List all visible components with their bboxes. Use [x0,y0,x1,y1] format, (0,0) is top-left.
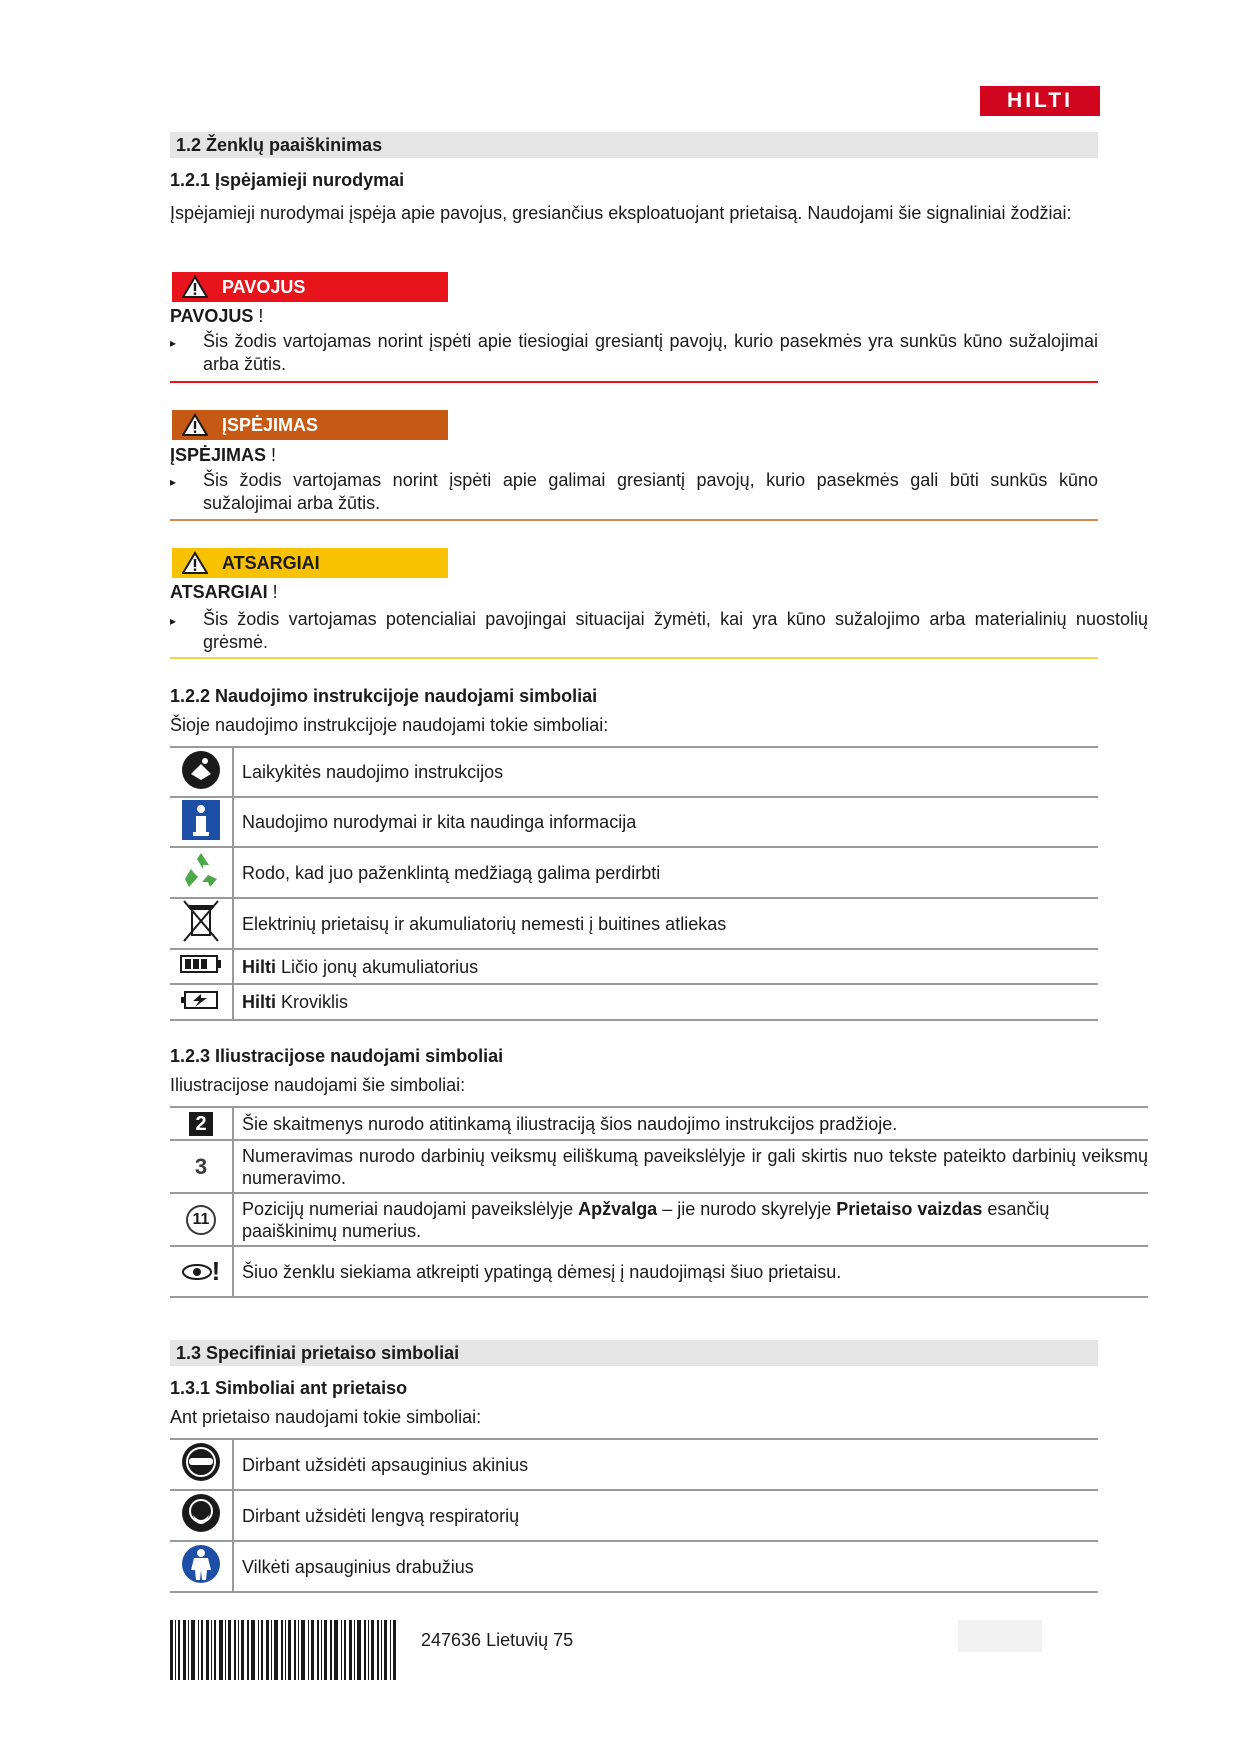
intro-1-2-3: Iliustracijose naudojami šie simboliai: [170,1075,466,1095]
danger-name-text: PAVOJUS [170,306,254,326]
table-row [170,984,1098,1020]
table-row [170,797,1098,847]
table-row [170,1193,1148,1246]
respirator-icon [181,1493,221,1533]
step-number-icon: 3 [194,1153,208,1179]
section-title-1-3: 1.3 Specifiniai prietaiso simboliai [170,1340,1098,1366]
warning-triangle-icon [182,413,208,437]
brand-name: Hilti [242,992,276,1012]
danger-banner-label: PAVOJUS [222,277,306,297]
caution-description-text: Šis žodis vartojamas potencialiai pavojingai situacijai žymėti, kai yra kūno sužalojimo arba materialinių nuostolių grėsmė. [203,609,1148,652]
table-row [170,847,1098,898]
caution-banner [172,548,448,578]
symbol-description: Vilkėti apsauginius drabužius [233,1541,1098,1592]
icon-cell [170,1541,233,1592]
table-row [170,1490,1098,1541]
icon-cell [170,898,233,949]
danger-rule [170,381,1098,383]
icon-cell [170,949,233,984]
table-row [170,1107,1148,1140]
icon-cell [170,1439,233,1490]
bullet-arrow-icon: ▸ [170,475,177,489]
attention-eye-icon [182,1264,212,1280]
intro-1-2-1: Įspėjamieji nurodymai įspėja apie pavojus, gresiančius eksploatuojant prietaisą. Naudojami šie signaliniai žodžiai: [170,203,1072,223]
caution-name-suffix: ! [267,582,278,602]
recycle-icon [180,849,222,891]
caution-rule [170,657,1098,659]
table-row [170,1246,1148,1297]
danger-name-suffix: ! [253,306,264,326]
charger-icon [179,989,223,1011]
bullet-arrow-icon: ▸ [170,614,177,628]
subsection-title-1-2-1: 1.2.1 Įspėjamieji nurodymai [170,170,405,190]
table-row [170,1541,1098,1592]
warning-description [170,469,1098,515]
icon-cell [170,1490,233,1541]
caution-banner-label: ATSARGIAI [222,553,320,573]
icon-cell [170,747,233,797]
icon-cell [170,984,233,1020]
table-row [170,747,1098,797]
symbol-description [233,1193,1148,1246]
manual-symbols-table [170,746,1098,1021]
symbol-description: Šiuo ženklu siekiama atkreipti ypatingą dėmesį į naudojimąsi šiuo prietaisu. [233,1246,1148,1297]
warning-rule [170,519,1098,521]
icon-cell [170,797,233,847]
danger-name [170,306,263,327]
symbol-text-bold: Apžvalga [578,1198,658,1219]
symbol-text: Pozicijų numeriai naudojami paveikslėlyje [242,1198,579,1219]
table-row [170,949,1098,984]
caution-name [170,582,278,603]
symbol-description [233,984,1098,1020]
protective-clothing-icon [181,1544,221,1584]
warning-name-suffix: ! [266,445,277,465]
symbol-description: Rodo, kad juo paženklintą medžiagą galima perdirbti [233,847,1098,898]
icon-cell [170,1246,233,1297]
table-row [170,1140,1148,1193]
intro-1-2-2: Šioje naudojimo instrukcijoje naudojami tokie simboliai: [170,715,609,735]
figure-number-icon: 2 [189,1112,213,1136]
caution-name-text: ATSARGIAI [170,582,268,602]
device-symbols-table [170,1438,1098,1593]
symbol-description: Dirbant užsidėti apsauginius akinius [233,1439,1098,1490]
symbol-text: Kroviklis [276,992,349,1012]
danger-description [170,330,1098,376]
warning-description-text: Šis žodis vartojamas norint įspėti apie galimai gresiantį pavojų, kurio pasekmės gali būti sunkūs kūno sužalojimai arba žūtis. [203,470,1098,513]
read-manual-icon [181,750,221,790]
symbol-description: Naudojimo nurodymai ir kita naudinga informacija [233,797,1098,847]
info-icon [182,800,220,840]
danger-description-text: Šis žodis vartojamas norint įspėti apie tiesiogiai gresiantį pavojų, kurio pasekmės yra sunkūs kūno sužalojimai arba žūtis. [203,331,1098,374]
symbol-description: Laikykitės naudojimo instrukcijos [233,747,1098,797]
symbol-description: Dirbant užsidėti lengvą respiratorių [233,1490,1098,1541]
intro-1-3-1: Ant prietaiso naudojami tokie simboliai: [170,1407,482,1427]
subsection-title-1-2-2: 1.2.2 Naudojimo instrukcijoje naudojami simboliai [170,686,598,706]
battery-icon [180,955,222,973]
warning-name-text: ĮSPĖJIMAS [170,445,267,465]
attention-exclamation: ! [211,1256,221,1286]
subsection-title-1-3-1: 1.3.1 Simboliai ant prietaiso [170,1378,408,1398]
icon-cell [170,1193,233,1246]
page-footer: 247636 Lietuvių 75 [421,1630,574,1650]
subsection-title-1-2-3: 1.2.3 Iliustracijose naudojami simboliai [170,1046,504,1066]
symbol-text: – jie nurodo skyrelyje [657,1198,837,1219]
symbol-text-bold: Prietaiso vaizdas [836,1198,983,1219]
section-title-1-2: 1.2 Ženklų paaiškinimas [170,132,1098,158]
bullet-arrow-icon: ▸ [170,336,177,350]
warning-name [170,445,276,466]
symbol-description: Numeravimas nurodo darbinių veiksmų eiliškumą paveikslėlyje ir gali skirtis nuo tekste pateikto darbinių veiksmų numeravimo. [233,1140,1148,1193]
illustration-symbols-table [170,1106,1148,1298]
hilti-logo: HILTI [980,86,1100,116]
goggles-icon [181,1442,221,1482]
caution-description [170,608,1148,654]
icon-cell [170,1140,233,1193]
symbol-description: Šie skaitmenys nurodo atitinkamą iliustraciją šios naudojimo instrukcijos pradžioje. [233,1107,1148,1140]
table-row [170,898,1098,949]
icon-cell [170,847,233,898]
table-row [170,1439,1098,1490]
symbol-description [233,949,1098,984]
symbol-text: esančių paaiškinimų numerius. [242,1198,1050,1241]
crossed-bin-icon [180,899,222,943]
warning-triangle-icon [182,275,208,299]
icon-cell [170,1107,233,1140]
position-number-icon: 11 [186,1205,216,1235]
barcode-icon [170,1620,396,1680]
warning-banner-label: ĮSPĖJIMAS [222,415,319,435]
danger-banner [172,272,448,302]
symbol-text: Ličio jonų akumuliatorius [276,956,479,977]
brand-name: Hilti [242,956,276,977]
footer-gray-box [958,1620,1042,1652]
symbol-description: Elektrinių prietaisų ir akumuliatorių nemesti į buitines atliekas [233,898,1098,949]
warning-triangle-icon [182,551,208,575]
warning-banner [172,410,448,440]
